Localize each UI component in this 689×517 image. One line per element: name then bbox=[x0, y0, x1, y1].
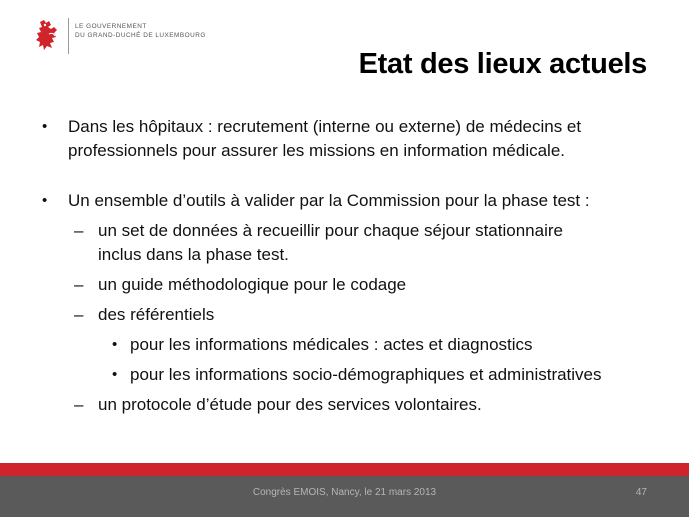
logo-line-1: LE GOUVERNEMENT bbox=[75, 23, 147, 30]
sub-sub-item-medical-text: pour les informations médicales : actes et diagnostics bbox=[130, 335, 533, 354]
government-logo bbox=[34, 18, 206, 58]
bullet-hospitals-line-2: professionnels pour assurer les missions en information médicale. bbox=[68, 141, 566, 160]
logo-separator bbox=[68, 18, 69, 54]
slide-body bbox=[40, 115, 670, 417]
bullet-tools bbox=[40, 189, 670, 213]
footer-text: Congrès EMOIS, Nancy, le 21 mars 2013 bbox=[252, 487, 437, 498]
page-number: 47 bbox=[635, 487, 647, 498]
bullet-icon: • bbox=[112, 366, 118, 383]
sub-item-referentials-text: des référentiels bbox=[98, 305, 215, 324]
sub-item-dataset-line-2: inclus dans la phase test. bbox=[98, 245, 289, 264]
sub-item-referentials bbox=[40, 303, 670, 327]
bullet-icon: • bbox=[112, 336, 118, 353]
logo-line-2: DU GRAND-DUCHÉ DE LUXEMBOURG bbox=[75, 32, 206, 39]
sub-item-dataset bbox=[40, 219, 670, 267]
sub-item-protocol-text: un protocole d’étude pour des services volontaires. bbox=[98, 395, 482, 414]
footer-red-bar bbox=[0, 463, 689, 476]
bullet-icon: • bbox=[42, 192, 48, 209]
sub-item-guide-text: un guide méthodologique pour le codage bbox=[98, 275, 407, 294]
dash-icon: – bbox=[74, 395, 84, 414]
dash-icon: – bbox=[74, 221, 84, 240]
footer bbox=[0, 476, 689, 517]
dash-icon: – bbox=[74, 305, 84, 324]
sub-item-dataset-line-1: un set de données à recueillir pour chaque séjour stationnaire bbox=[98, 221, 563, 240]
dash-icon: – bbox=[74, 275, 84, 294]
bullet-icon: • bbox=[42, 118, 48, 135]
slide-title: Etat des lieux actuels bbox=[358, 48, 647, 80]
bullet-hospitals-line-1: Dans les hôpitaux : recrutement (interne ou externe) de médecins et bbox=[68, 117, 582, 136]
logo-text bbox=[75, 18, 206, 40]
bullet-hospitals bbox=[40, 115, 670, 163]
sub-sub-item-socio-text: pour les informations socio-démographiques et administratives bbox=[130, 365, 602, 384]
sub-item-protocol bbox=[40, 393, 670, 417]
sub-sub-item-socio bbox=[40, 363, 670, 387]
red-lion-icon bbox=[34, 18, 60, 52]
sub-item-guide bbox=[40, 273, 670, 297]
bullet-tools-text: Un ensemble d’outils à valider par la Commission pour la phase test : bbox=[68, 191, 590, 210]
sub-sub-item-medical bbox=[40, 333, 670, 357]
